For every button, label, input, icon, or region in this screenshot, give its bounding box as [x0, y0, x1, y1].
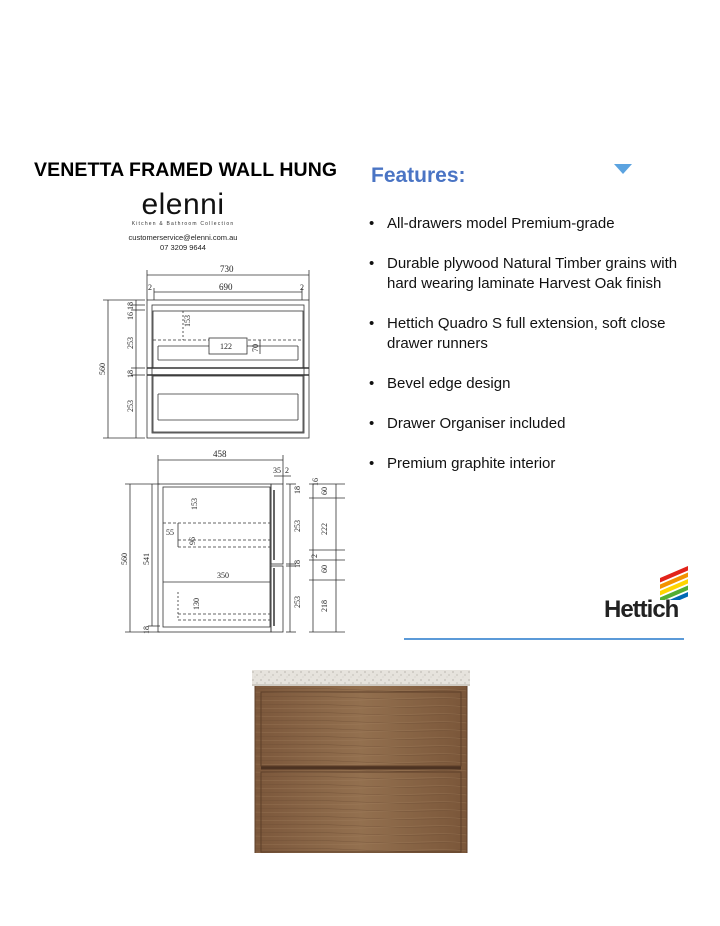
- dim-top-153: 153: [190, 498, 199, 510]
- dim-right-18: 18: [293, 486, 302, 494]
- vanity-photo: [251, 670, 471, 855]
- feature-item: [366, 454, 696, 474]
- dim-handle-height: 70: [251, 344, 260, 352]
- dim-gap: 18: [126, 370, 135, 378]
- dim-inner-height: 541: [142, 553, 151, 565]
- dim-top-16: 16: [126, 312, 135, 320]
- hettich-wordmark: Hettich: [604, 596, 679, 623]
- dim-drawer-top: 253: [126, 337, 135, 349]
- features-list: [366, 214, 696, 494]
- feature-item: [366, 374, 696, 394]
- brand-tagline: Kitchen & Bathroom Collection: [131, 221, 235, 227]
- dim-shelf-96: 96: [188, 537, 197, 545]
- feature-text: Bevel edge design: [387, 375, 511, 392]
- bullet-icon: •: [369, 455, 375, 472]
- dim-right-60-top: 60: [320, 487, 329, 495]
- dim-base-18: 18: [142, 626, 151, 634]
- hettich-stripes-icon: [660, 566, 690, 600]
- bullet-icon: •: [369, 375, 375, 392]
- side-view-drawing: [0, 0, 360, 650]
- dim-right-2: 2: [310, 554, 319, 558]
- dim-inner-width: 690: [219, 282, 233, 292]
- dim-front-253-bottom: 253: [293, 596, 302, 608]
- feature-item: [366, 414, 696, 434]
- dim-shelf-55: 55: [166, 528, 174, 537]
- feature-text: All-drawers model Premium-grade: [387, 215, 615, 232]
- feature-text: Premium graphite interior: [387, 455, 556, 472]
- dim-right-218: 218: [320, 600, 329, 612]
- stone-top: [252, 670, 470, 686]
- brand-phone[interactable]: 07 3209 9644: [160, 243, 206, 252]
- dim-inner-depth: 153: [183, 315, 192, 327]
- bullet-icon: •: [369, 255, 375, 272]
- dim-overall-width: 730: [220, 264, 234, 274]
- triangle-marker-icon: [614, 164, 632, 176]
- dim-front-35: 35: [273, 466, 281, 475]
- divider-line: [404, 638, 684, 640]
- features-title: Features:: [371, 164, 466, 187]
- bullet-icon: •: [369, 215, 375, 232]
- brand-wordmark: elenni: [141, 188, 225, 221]
- product-title: VENETTA FRAMED WALL HUNG: [34, 159, 338, 181]
- dim-top-18: 18: [126, 302, 135, 310]
- brand-email[interactable]: customerservice@elenni.com.au: [128, 233, 238, 242]
- hettich-logo: [604, 566, 694, 624]
- dim-height: 560: [98, 363, 107, 375]
- dim-side-right: 2: [300, 283, 304, 292]
- feature-item: [366, 314, 696, 354]
- feature-item: [366, 214, 696, 234]
- bullet-icon: •: [369, 315, 375, 332]
- dim-handle-width: 122: [220, 342, 232, 351]
- feature-item: [366, 254, 696, 294]
- dim-lower-350: 350: [217, 571, 229, 580]
- dim-side-height: 560: [120, 553, 129, 565]
- dim-right-16: 16: [311, 478, 320, 486]
- dim-right-60-bottom: 60: [320, 565, 329, 573]
- dim-front-18: 18: [293, 560, 302, 568]
- dim-front-2: 2: [285, 466, 289, 475]
- dim-drawer-bottom: 253: [126, 400, 135, 412]
- feature-text: Durable plywood Natural Timber grains with hard wearing laminate Harvest Oak finish: [387, 255, 678, 292]
- feature-text: Hettich Quadro S full extension, soft close drawer runners: [387, 315, 666, 352]
- dim-lower-130: 130: [192, 598, 201, 610]
- dim-front-253-top: 253: [293, 520, 302, 532]
- bullet-icon: •: [369, 415, 375, 432]
- dim-depth: 458: [213, 449, 227, 459]
- feature-text: Drawer Organiser included: [387, 415, 566, 432]
- dim-right-222: 222: [320, 523, 329, 535]
- dim-side-left: 2: [148, 283, 152, 292]
